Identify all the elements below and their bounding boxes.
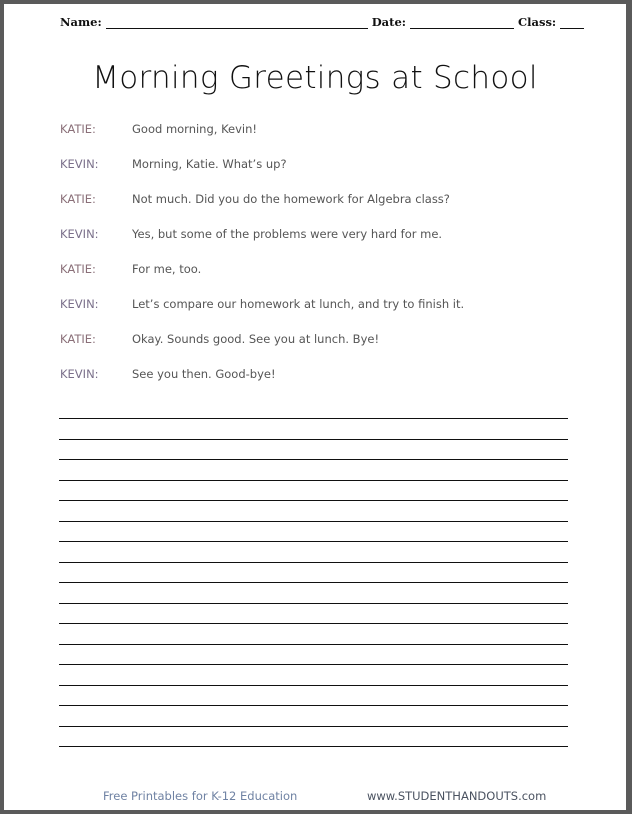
writing-line xyxy=(59,603,568,604)
writing-line xyxy=(59,685,568,686)
writing-line xyxy=(59,582,568,583)
writing-line xyxy=(59,705,568,706)
dialogue-line: See you then. Good-bye! xyxy=(132,367,276,381)
worksheet-page xyxy=(4,4,626,810)
name-blank xyxy=(106,16,368,29)
writing-line xyxy=(59,439,568,440)
speaker-label: KEVIN: xyxy=(60,157,99,171)
footer-website: www.STUDENTHANDOUTS.com xyxy=(367,789,547,803)
writing-line xyxy=(59,726,568,727)
writing-line xyxy=(59,562,568,563)
writing-line xyxy=(59,541,568,542)
dialogue-line: Not much. Did you do the homework for Algebra class? xyxy=(132,192,450,206)
writing-line xyxy=(59,623,568,624)
writing-line xyxy=(59,664,568,665)
name-label: Name: xyxy=(60,15,102,29)
footer-tagline: Free Printables for K-12 Education xyxy=(103,789,298,803)
writing-line xyxy=(59,459,568,460)
writing-line xyxy=(59,500,568,501)
dialogue-line: Good morning, Kevin! xyxy=(132,122,258,136)
date-label: Date: xyxy=(371,15,407,29)
speaker-label: KATIE: xyxy=(60,332,96,346)
speaker-label: KATIE: xyxy=(60,192,96,206)
dialogue-line: Yes, but some of the problems were very hard for me. xyxy=(132,227,443,241)
speaker-label: KEVIN: xyxy=(60,367,99,381)
writing-line xyxy=(59,480,568,481)
speaker-label: KATIE: xyxy=(60,262,96,276)
class-blank xyxy=(560,16,584,29)
writing-line xyxy=(59,418,568,419)
writing-line xyxy=(59,746,568,747)
speaker-label: KATIE: xyxy=(60,122,96,136)
speaker-label: KEVIN: xyxy=(60,297,99,311)
speaker-label: KEVIN: xyxy=(60,227,99,241)
page-title: Morning Greetings at School xyxy=(92,60,538,96)
writing-line xyxy=(59,521,568,522)
dialogue-line: Okay. Sounds good. See you at lunch. Bye! xyxy=(132,332,380,346)
dialogue-line: For me, too. xyxy=(132,262,202,276)
date-blank xyxy=(410,16,514,29)
class-label: Class: xyxy=(518,15,557,29)
writing-line xyxy=(59,644,568,645)
dialogue-line: Morning, Katie. What’s up? xyxy=(132,157,287,171)
dialogue-line: Let’s compare our homework at lunch, and try to finish it. xyxy=(132,297,465,311)
header-fields xyxy=(60,15,588,29)
